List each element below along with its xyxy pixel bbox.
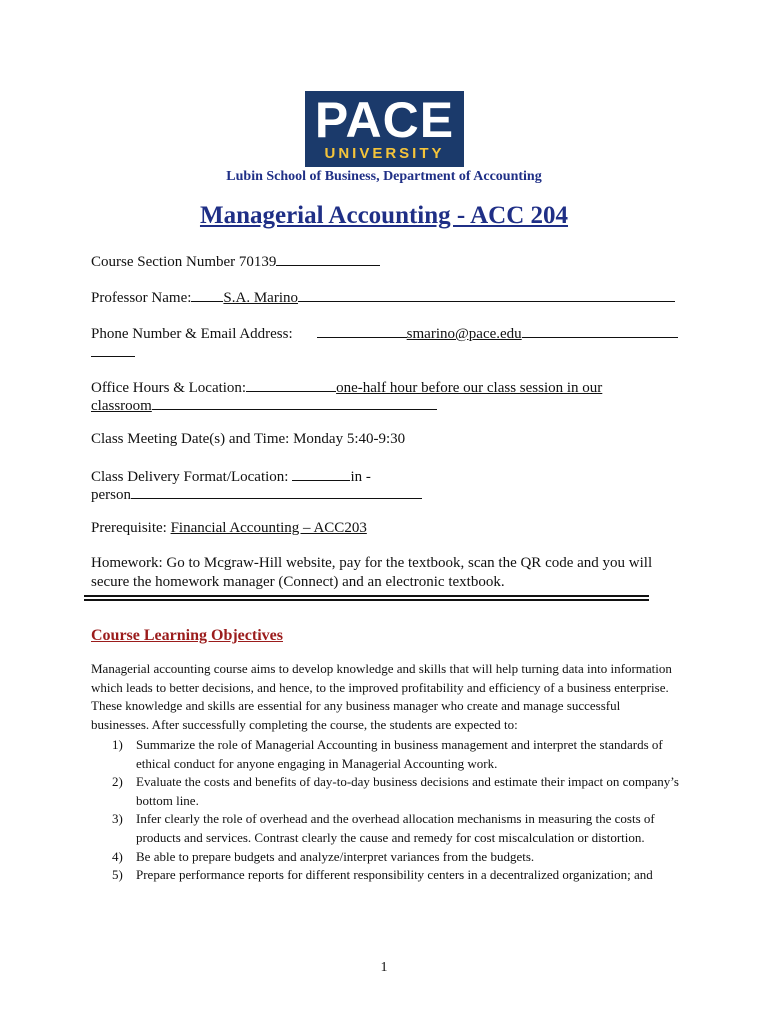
page-number: 1 — [380, 960, 388, 975]
office-value: one-half hour before our class session in our — [336, 380, 603, 396]
blank-line — [246, 377, 336, 392]
list-item-number: 4) — [112, 848, 123, 864]
blank-line — [191, 287, 223, 302]
divider-line — [84, 599, 649, 601]
contact-row — [91, 323, 678, 343]
list-item-number: 2) — [112, 774, 123, 790]
prerequisite-row — [91, 519, 367, 537]
blank-line — [152, 395, 437, 410]
course-section-row — [91, 251, 380, 271]
pace-university-logo — [305, 91, 464, 167]
list-item — [112, 736, 682, 773]
blank-line — [522, 323, 678, 338]
logo-wordmark: PACE — [314, 92, 455, 148]
delivery-value: in - — [350, 469, 371, 485]
logo-subtitle: UNIVERSITY — [324, 145, 445, 162]
delivery-value-2: person — [91, 487, 131, 503]
phone-email-label: Phone Number & Email Address: — [91, 326, 293, 342]
contact-row-continued — [91, 342, 135, 362]
professor-row — [91, 287, 675, 307]
list-item-text: Prepare performance reports for different responsibility centers in a decentralized organization; and — [136, 867, 653, 883]
objectives-intro: Managerial accounting course aims to develop knowledge and skills that will help turning data into information which leads to better decisions, and hence, to the improved profitability and efficiency of a business enterprise. These knowledge and skills are essential for any business manager who create and manage successful businesses. After successfully completing the course, the students are expected to: — [91, 661, 672, 732]
list-item — [112, 866, 682, 885]
course-title: Managerial Accounting - ACC 204 — [199, 202, 569, 229]
list-item-text: Summarize the role of Managerial Accounting in business management and interpret the standards of ethical conduct for anyone engaging in Managerial Accounting work. — [136, 737, 663, 771]
list-item-number: 1) — [112, 737, 123, 752]
blank-line — [276, 251, 380, 266]
homework-text: Homework: Go to Mcgraw-Hill website, pay for the textbook, scan the QR code and you will secure the homework manager (Connect) and an electronic textbook. — [91, 555, 653, 590]
professor-value: S.A. Marino — [223, 290, 298, 306]
office-row — [91, 377, 602, 397]
list-item — [112, 848, 682, 867]
list-item — [112, 773, 682, 810]
blank-line — [298, 287, 675, 302]
email-value: smarino@pace.edu — [406, 326, 522, 342]
prerequisite-value: Financial Accounting – ACC203 — [170, 520, 367, 536]
meeting-row: Class Meeting Date(s) and Time: Monday 5:40-9:30 — [91, 431, 406, 447]
delivery-row-continued — [91, 484, 422, 504]
blank-line — [317, 323, 407, 338]
list-item-text: Be able to prepare budgets and analyze/interpret variances from the budgets. — [136, 848, 535, 864]
objectives-list — [112, 736, 682, 885]
list-item-number: 3) — [112, 811, 123, 827]
blank-line — [292, 466, 350, 481]
blank-line — [91, 342, 135, 357]
list-item-number: 5) — [112, 867, 123, 883]
delivery-label: Class Delivery Format/Location: — [91, 469, 289, 485]
blank-line — [131, 484, 422, 499]
office-value-2: classroom — [91, 398, 152, 414]
school-name: Lubin School of Business, Department of Accounting — [226, 169, 542, 184]
list-item-text: Infer clearly the role of overhead and the overhead allocation mechanisms in measuring the costs of products and services. Contrast clearly the cause and remedy for cost miscalculation or distortion. — [136, 811, 655, 845]
list-item — [112, 810, 682, 847]
objectives-heading: Course Learning Objectives — [91, 627, 283, 644]
divider-line — [84, 595, 649, 597]
list-item-text: Evaluate the costs and benefits of day-to-day business decisions and estimate their impact on company’s bottom line. — [136, 774, 679, 808]
office-row-continued — [91, 395, 437, 415]
professor-label: Professor Name: — [91, 290, 192, 306]
course-section-label: Course Section Number 70139 — [91, 254, 277, 270]
office-label: Office Hours & Location: — [91, 380, 247, 396]
prerequisite-label: Prerequisite: — [91, 520, 167, 536]
delivery-row — [91, 466, 371, 486]
